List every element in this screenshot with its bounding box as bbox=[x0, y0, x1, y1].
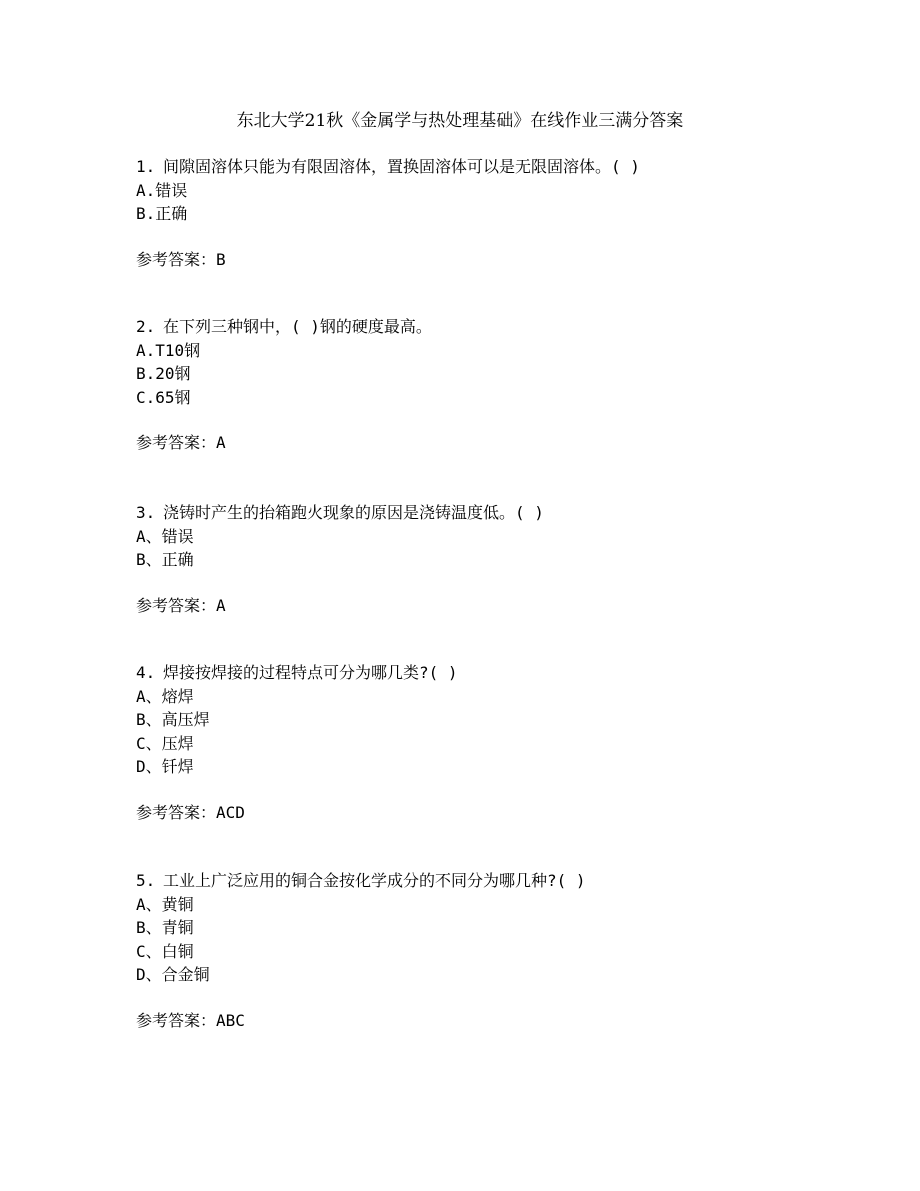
question-3 bbox=[136, 501, 876, 617]
option-c: C、压焊 bbox=[136, 733, 194, 753]
question-5 bbox=[136, 869, 876, 1032]
question-number: 5. bbox=[136, 871, 156, 890]
question-stem bbox=[136, 661, 876, 685]
option-b: B.20钢 bbox=[136, 364, 191, 383]
reference-answer: 参考答案：B bbox=[136, 249, 226, 269]
reference-answer: 参考答案：ABC bbox=[136, 1010, 245, 1030]
option-a: A、黄铜 bbox=[136, 894, 194, 914]
option-a: A.T10钢 bbox=[136, 340, 201, 360]
document-title: 东北大学21秋《金属学与热处理基础》在线作业三满分答案 bbox=[236, 111, 684, 131]
option-c: C.65钢 bbox=[136, 387, 191, 407]
option-c: C、白铜 bbox=[136, 941, 194, 961]
option-a: A.错误 bbox=[136, 180, 188, 200]
question-stem bbox=[136, 869, 876, 893]
question-4 bbox=[136, 661, 876, 824]
option-a: A、熔焊 bbox=[136, 686, 194, 706]
question-number: 3. bbox=[136, 503, 156, 522]
question-stem bbox=[136, 501, 876, 525]
option-b: B、高压焊 bbox=[136, 710, 210, 729]
question-2 bbox=[136, 315, 876, 455]
question-stem bbox=[136, 155, 876, 179]
option-a: A、错误 bbox=[136, 526, 194, 546]
question-text: 工业上广泛应用的铜合金按化学成分的不同分为哪几种?( ) bbox=[163, 871, 586, 890]
option-b: B、青铜 bbox=[136, 918, 194, 937]
question-number: 4. bbox=[136, 663, 156, 682]
question-stem bbox=[136, 315, 876, 339]
reference-answer: 参考答案：ACD bbox=[136, 802, 245, 822]
question-text: 间隙固溶体只能为有限固溶体，置换固溶体可以是无限固溶体。( ) bbox=[163, 157, 640, 176]
question-text: 焊接按焊接的过程特点可分为哪几类?( ) bbox=[163, 663, 458, 682]
question-1 bbox=[136, 155, 876, 271]
option-b: B、正确 bbox=[136, 550, 194, 569]
option-d: D、钎焊 bbox=[136, 757, 194, 776]
question-text: 浇铸时产生的抬箱跑火现象的原因是浇铸温度低。( ) bbox=[163, 503, 544, 522]
question-number: 2. bbox=[136, 317, 156, 336]
reference-answer: 参考答案：A bbox=[136, 433, 226, 452]
question-number: 1. bbox=[136, 157, 156, 176]
reference-answer: 参考答案：A bbox=[136, 595, 226, 615]
option-b: B.正确 bbox=[136, 204, 188, 223]
question-text: 在下列三种钢中，( )钢的硬度最高。 bbox=[163, 317, 432, 336]
option-d: D、合金铜 bbox=[136, 965, 210, 984]
